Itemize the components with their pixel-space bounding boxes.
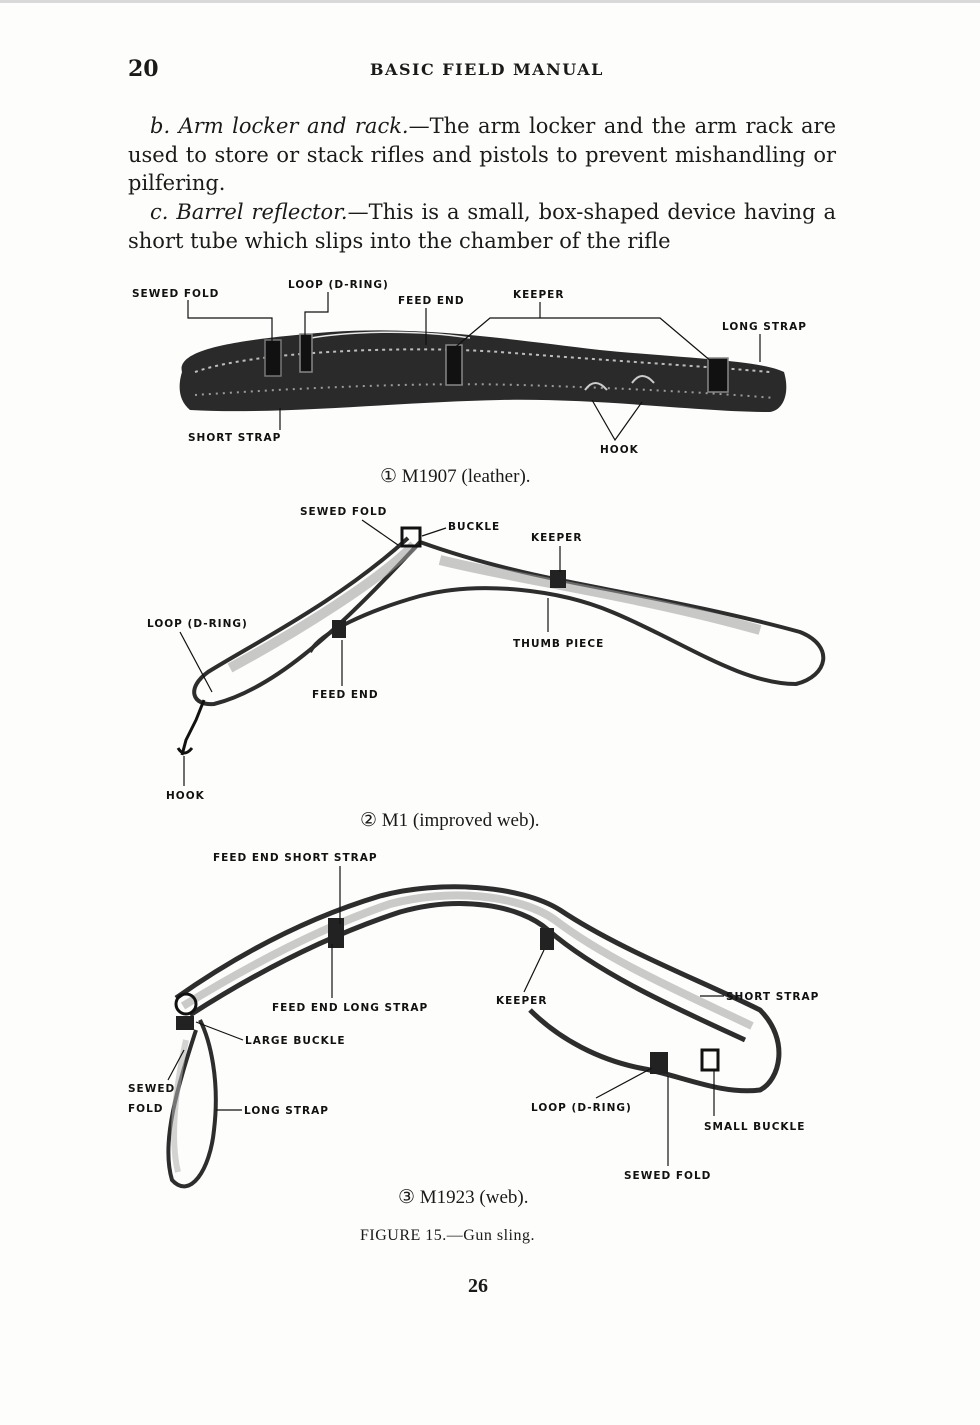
label-loop-d-ring: LOOP (D-RING) bbox=[288, 279, 389, 291]
panel-m1 bbox=[147, 506, 823, 831]
label-sewed-fold: SEWED FOLD bbox=[300, 506, 388, 518]
leader-line bbox=[422, 528, 446, 536]
label-thumb-piece: THUMB PIECE bbox=[513, 638, 605, 650]
label-long-strap: LONG STRAP bbox=[722, 321, 807, 333]
page-number: 20 bbox=[128, 56, 159, 82]
panel-m1907 bbox=[132, 279, 807, 487]
label-sewed-fold-line1: SEWED bbox=[128, 1083, 176, 1095]
label-keeper: KEEPER bbox=[513, 289, 565, 301]
label-feed-end: FEED END bbox=[398, 295, 465, 307]
label-feed-end-long-strap: FEED END LONG STRAP bbox=[272, 1002, 429, 1014]
running-head: BASIC FIELD MANUAL bbox=[370, 60, 604, 79]
leader-line bbox=[592, 400, 642, 440]
web-sling-m1-illustration bbox=[178, 528, 823, 755]
label-short-strap: SHORT STRAP bbox=[726, 991, 820, 1003]
label-sewed-fold-line2: FOLD bbox=[128, 1103, 164, 1115]
label-feed-end-short-strap: FEED END SHORT STRAP bbox=[213, 852, 378, 864]
paragraph-body: —This is a small, box-shaped device having a short tube which slips into the chamber of the rifle bbox=[128, 200, 836, 253]
panel-caption: ③ M1923 (web). bbox=[398, 1187, 529, 1208]
label-small-buckle: SMALL BUCKLE bbox=[704, 1121, 806, 1133]
figure-caption: FIGURE 15.—Gun sling. bbox=[360, 1227, 535, 1244]
label-hook: HOOK bbox=[600, 444, 639, 456]
label-buckle: BUCKLE bbox=[448, 521, 501, 533]
leader-line bbox=[596, 1068, 652, 1098]
panel-caption: ② M1 (improved web). bbox=[360, 810, 540, 831]
page-folio: 26 bbox=[468, 1275, 488, 1297]
panel-m1923 bbox=[128, 852, 819, 1208]
leader-line bbox=[524, 950, 544, 992]
label-hook: HOOK bbox=[166, 790, 205, 802]
leather-sling-illustration bbox=[180, 330, 787, 412]
leader-line bbox=[362, 520, 398, 545]
label-sewed-fold: SEWED FOLD bbox=[624, 1170, 712, 1182]
leader-line bbox=[188, 300, 272, 345]
paragraph-body: —The arm locker and the arm rack are used to store or stack rifles and pistols to prevent mishandling or pilfering. bbox=[128, 114, 836, 195]
label-sewed-fold: SEWED FOLD bbox=[132, 288, 220, 300]
label-large-buckle: LARGE BUCKLE bbox=[245, 1035, 346, 1047]
label-keeper: KEEPER bbox=[531, 532, 583, 544]
paragraph-lead: c. Barrel reflector. bbox=[150, 200, 348, 224]
label-feed-end: FEED END bbox=[312, 689, 379, 701]
label-loop-d-ring: LOOP (D-RING) bbox=[531, 1102, 632, 1114]
leader-line bbox=[305, 292, 328, 336]
label-keeper: KEEPER bbox=[496, 995, 548, 1007]
label-long-strap: LONG STRAP bbox=[244, 1105, 329, 1117]
label-loop-d-ring: LOOP (D-RING) bbox=[147, 618, 248, 630]
panel-caption: ① M1907 (leather). bbox=[380, 466, 531, 487]
label-short-strap: SHORT STRAP bbox=[188, 432, 282, 444]
paragraph-lead: b. Arm locker and rack. bbox=[150, 114, 409, 138]
